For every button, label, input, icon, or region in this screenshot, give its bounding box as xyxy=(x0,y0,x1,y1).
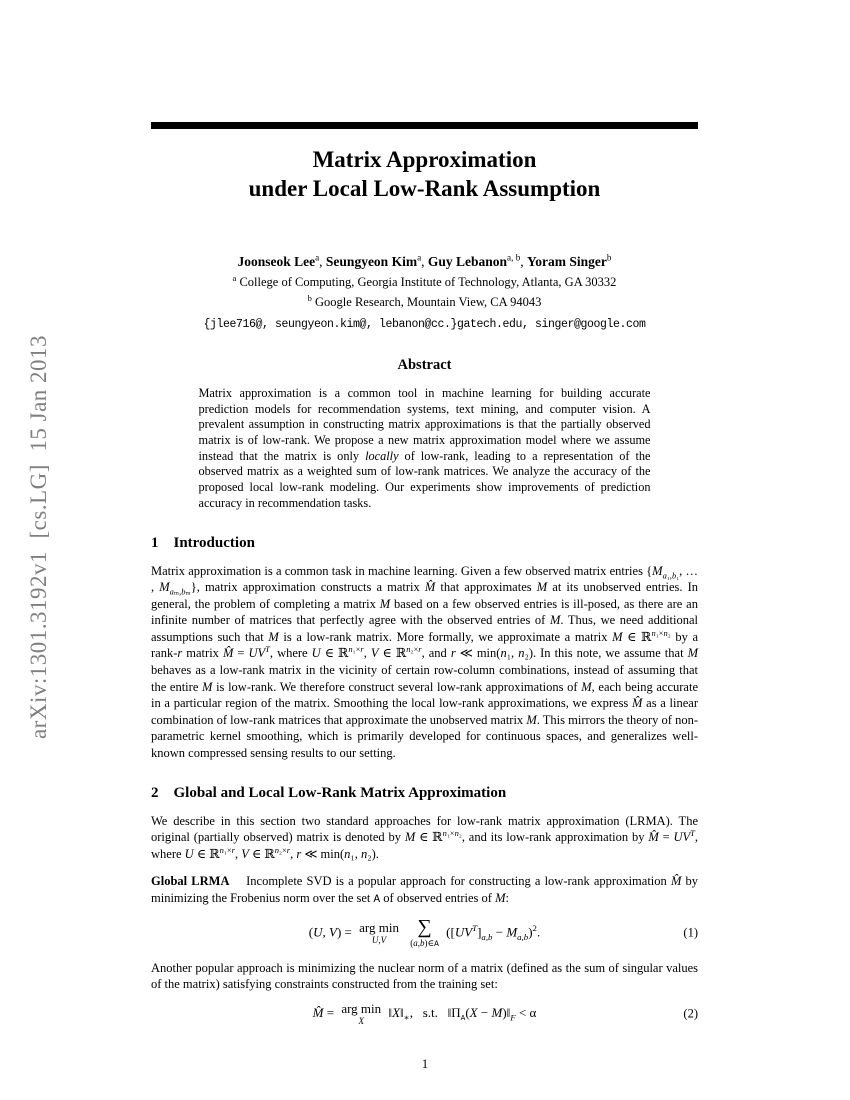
equation-1-row xyxy=(151,915,698,949)
title-line-2: under Local Low-Rank Assumption xyxy=(248,176,601,202)
title-line-1: Matrix Approximation xyxy=(312,147,537,172)
equation-2-number: (2) xyxy=(683,1006,698,1021)
section-1-heading xyxy=(151,535,698,552)
abstract-text: Matrix approximation is a common tool in machine learning for building accurate prediction models for recommendation systems, text mining, and computer vision. A prevalent assumption in constructing matrix approximations is that the partially observed matrix is of low-rank. We propose a new matrix approximation model where we assume instead that the matrix is only locally of low-rank, leading to a representation of the observed matrix as a weighted sum of low-rank matrices. We analyze the accuracy of the proposed local low-rank modeling. Our experiments show improvements of prediction accuracy in recommendation tasks. xyxy=(198,385,651,510)
equation-2: M̂ = arg min X $‖X‖_∗$, s.t. $‖\Pi_A(X$ − $M)‖_F < \alpha$ xyxy=(312,1000,537,1026)
affiliation-b: $^b$ Google Research, Mountain View, CA 94043 xyxy=(307,292,542,309)
section-1-number: 1 xyxy=(151,534,159,551)
section-1-title: Introduction xyxy=(173,534,255,551)
section-2-number: 2 xyxy=(151,784,159,801)
section-2-title: Global and Local Low-Rank Matrix Approximation xyxy=(173,784,507,801)
title-rule xyxy=(151,122,698,129)
section-2-heading xyxy=(151,785,698,802)
global-lrma-paragraph: Global LRMA Incomplete SVD is a popular approach for constructing a low-rank approximation M̂ by minimizing the Frobenius norm over the set A of observed entries of M: xyxy=(151,874,699,906)
nuclear-norm-paragraph: Another popular approach is minimizing the nuclear norm of a matrix (defined as the sum of singular values of the matrix) satisfying constraints constructed from the training set: xyxy=(151,960,698,992)
equation-1: (U, V) = arg min U,V ∑ (a,b)∈A $([UV^T]_{a,b} - M_{a,b})^2$. xyxy=(308,915,541,949)
arxiv-watermark: arXiv:1301.3192v1 [cs.LG] 15 Jan 2013 xyxy=(26,334,51,740)
paper-title xyxy=(151,145,698,204)
affiliation-a: $^a$ College of Computing, Georgia Institute of Technology, Atlanta, GA 30332 xyxy=(232,272,617,289)
equation-1-number: (1) xyxy=(683,925,698,940)
section-1-paragraph: Matrix approximation is a common task in machine learning. Given a few observed matrix entries {$M_{a_1,b_1}$, … , $M_{a_m,b_m}$}, matrix approximation constructs a matrix M̂ that approximates M at its unobserved entries. In general, the problem of completing a matrix M based on a few observed entries is ill-posed, as there are an infinite number of matrices that perfectly agree with the observed entries of M. Thus, we need additional assumptions such that M is a low-rank matrix. More formally, we approximate a matrix M ∈ ℝ$^{n_1\times n_2}$ by a rank-r matrix M̂ = $UV^T$, where U ∈ ℝ$^{n_1\times r}$, V ∈ ℝ$^{n_2\times r}$, and r ≪ min(n₁, n₂). In this note, we assume that M behaves as a low-rank matrix in the vicinity of certain row-column combinations, instead of assuming that the entire M is low-rank. We therefore construct several low-rank approximations of M, each being accurate in a particular region of the matrix. Smoothing the local low-rank approximations, we express M̂ as a linear combination of low-rank matrices that approximate the unobserved matrix M. This mirrors the theory of non-parametric kernel smoothing, which is primarily developed for continuous spaces, and generalizes well-known compressed sensing results to our setting. xyxy=(151,563,699,761)
section-2-intro-paragraph: We describe in this section two standard approaches for low-rank matrix approximation (LRMA). The original (partially observed) matrix is denoted by M ∈ ℝ$^{n_1\times n_2}$, and its low-rank approximation by M̂ = $UV^T$, where U ∈ ℝ$^{n_1\times r}$, V ∈ ℝ$^{n_2\times r}$, r ≪ min(n₁, n₂). xyxy=(151,813,698,861)
page-number: 1 xyxy=(421,1057,429,1071)
email-line: {jlee716@, seungyeon.kim@, lebanon@cc.}gatech.edu, singer@google.com xyxy=(203,317,646,331)
authors-line: Joonseok Lee$^a$, Seungyeon Kim$^a$, Guy Lebanon$^{a, b}$, Yoram Singer$^b$ xyxy=(237,252,612,269)
paper-content xyxy=(151,122,698,1035)
abstract-heading: Abstract xyxy=(397,356,452,373)
equation-2-row xyxy=(151,1002,698,1026)
